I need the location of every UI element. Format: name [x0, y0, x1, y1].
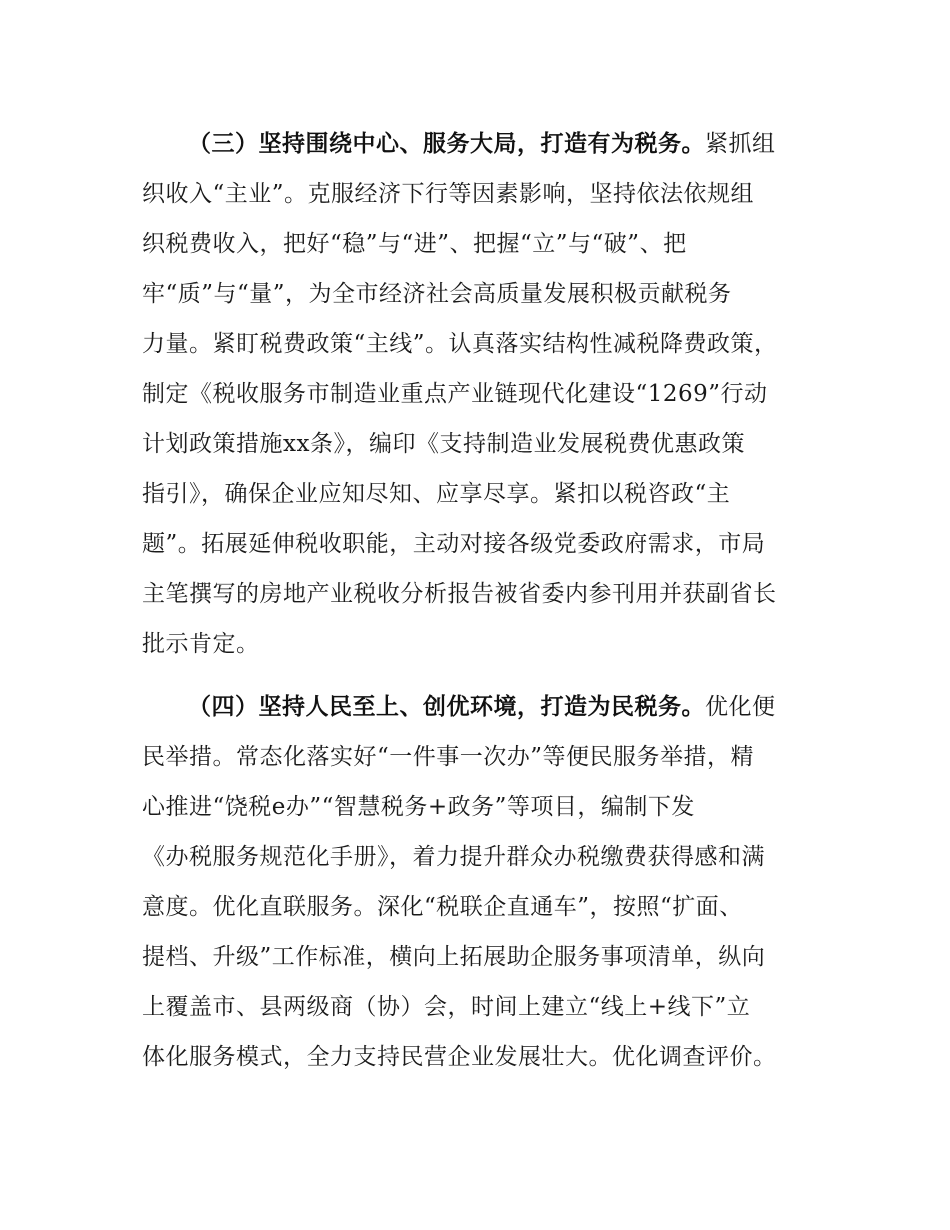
- paragraph-section-4: [142, 682, 832, 1082]
- section-heading: （四）坚持人民至上、创优环境，打造为民税务。: [188, 694, 705, 720]
- paragraph-line: [142, 119, 832, 169]
- paragraph-line: 上覆盖市、县两级商（协）会，时间上建立“线上+线下”立: [142, 994, 751, 1020]
- section-heading: （三）坚持围绕中心、服务大局，打造有为税务。: [188, 131, 705, 157]
- paragraph-line: 牢“质”与“量”，为全市经济社会高质量发展积极贡献税务: [142, 281, 732, 307]
- paragraph-line: 指引》，确保企业应知尽知、应享尽享。紧扣以税咨政“主: [142, 481, 731, 507]
- paragraph-line: 题”。拓展延伸税收职能，主动对接各级党委政府需求，市局: [142, 531, 766, 557]
- paragraph-line: 织税费收入，把好“稳”与“进”、把握“立”与“破”、把: [142, 231, 687, 257]
- paragraph-line: 意度。优化直联服务。深化“税联企直通车”，按照“扩面、: [142, 894, 743, 920]
- paragraph-text: 紧抓组: [705, 131, 776, 157]
- paragraph-line: 力量。紧盯税费政策“主线”。认真落实结构性减税降费政策，: [142, 331, 778, 357]
- paragraph-line: 主笔撰写的房地产业税收分析报告被省委内参刊用并获副省长: [142, 581, 777, 607]
- paragraph-line: 民举措。常态化落实好“一件事一次办”等便民服务举措，精: [142, 744, 755, 770]
- paragraph-line: 计划政策措施xx条》，编印《支持制造业发展税费优惠政策: [142, 431, 745, 457]
- paragraph-section-3: [142, 119, 832, 669]
- paragraph-line: 制定《税收服务市制造业重点产业链现代化建设“1269”行动: [142, 381, 768, 407]
- paragraph-line: 《办税服务规范化手册》，着力提升群众办税缴费获得感和满: [142, 844, 765, 870]
- paragraph-line: 心推进“饶税e办”“智慧税务+政务”等项目，编制下发: [142, 794, 695, 820]
- paragraph-line: 织收入“主业”。克服经济下行等因素影响，坚持依法依规组: [142, 181, 755, 207]
- paragraph-text: 优化便: [705, 694, 776, 720]
- paragraph-line: 提档、升级”工作标准，横向上拓展助企服务事项清单，纵向: [142, 944, 766, 970]
- paragraph-line: 批示肯定。: [142, 631, 260, 657]
- paragraph-line: 体化服务模式，全力支持民营企业发展壮大。优化调查评价。: [142, 1044, 777, 1070]
- paragraph-line: [142, 682, 832, 732]
